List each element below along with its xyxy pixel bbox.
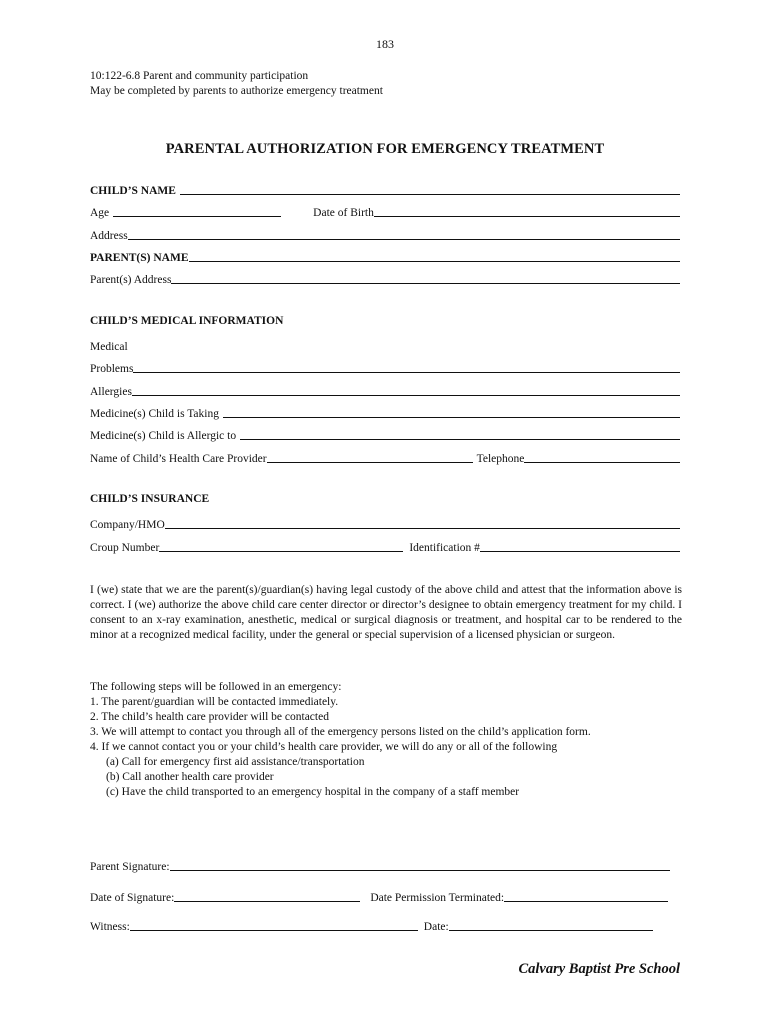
list-item: 4. If we cannot contact you or your child’s health care provider, we will do any or all of the following <box>90 741 558 753</box>
address-label: Address <box>90 230 128 242</box>
list-item: 1. The parent/guardian will be contacted immediately. <box>90 696 339 708</box>
telephone-label: Telephone <box>476 453 525 465</box>
allergies-row <box>90 382 680 398</box>
company-label: Company/HMO <box>90 519 165 531</box>
form-title: PARENTAL AUTHORIZATION FOR EMERGENCY TREATMENT <box>165 141 605 157</box>
provider-field[interactable] <box>267 450 473 463</box>
group-row <box>90 538 680 554</box>
witness-field[interactable] <box>130 918 418 931</box>
age-label: Age <box>90 207 110 219</box>
parent-signature-field[interactable] <box>170 858 670 871</box>
problems-label: Problems <box>90 363 134 375</box>
parent-address-row <box>90 270 680 286</box>
form-instruction: May be completed by parents to authorize emergency treatment <box>90 85 383 97</box>
allergies-field[interactable] <box>132 383 680 396</box>
regulation-reference: 10:122-6.8 Parent and community participation <box>90 70 309 82</box>
witness-row <box>90 917 653 933</box>
date-of-birth-field[interactable] <box>374 204 680 217</box>
provider-label: Name of Child’s Health Care Provider <box>90 453 267 465</box>
identification-label: Identification # <box>409 542 480 554</box>
parent-name-field[interactable] <box>189 249 681 262</box>
parent-address-field[interactable] <box>171 271 680 284</box>
medicine-taking-row <box>90 404 680 420</box>
company-row <box>90 515 680 531</box>
date-row <box>90 888 668 904</box>
list-item: 3. We will attempt to contact you through all of the emergency persons listed on the child’s application form. <box>90 726 591 738</box>
witness-date-label: Date: <box>423 921 449 933</box>
child-name-label: CHILD’S NAME <box>90 185 176 197</box>
telephone-field[interactable] <box>524 450 680 463</box>
parent-name-label: PARENT(S) NAME <box>90 252 189 264</box>
list-subitem: (a) Call for emergency first aid assistance/transportation <box>106 756 365 768</box>
medical-info-heading: CHILD’S MEDICAL INFORMATION <box>90 315 284 327</box>
child-name-row <box>90 181 680 197</box>
page-number: 183 <box>376 37 394 51</box>
medicine-allergic-field[interactable] <box>240 427 680 440</box>
medicine-allergic-row <box>90 426 680 442</box>
date-terminated-label: Date Permission Terminated: <box>370 892 505 904</box>
witness-date-field[interactable] <box>449 918 653 931</box>
parent-signature-label: Parent Signature: <box>90 861 170 873</box>
school-name: Calvary Baptist Pre School <box>518 961 680 977</box>
group-number-field[interactable] <box>159 539 403 552</box>
insurance-heading: CHILD’S INSURANCE <box>90 493 210 505</box>
date-of-signature-field[interactable] <box>174 889 360 902</box>
group-number-label: Croup Number <box>90 542 160 554</box>
witness-label: Witness: <box>90 921 130 933</box>
parent-signature-row <box>90 857 670 873</box>
allergies-label: Allergies <box>90 386 132 398</box>
age-field[interactable] <box>113 204 281 217</box>
emergency-steps <box>90 680 682 800</box>
list-subitem: (b) Call another health care provider <box>106 771 274 783</box>
age-dob-row <box>90 203 680 219</box>
parent-name-row <box>90 248 680 264</box>
medicine-taking-label: Medicine(s) Child is Taking <box>90 408 219 420</box>
steps-intro: The following steps will be followed in an emergency: <box>90 681 342 693</box>
address-field[interactable] <box>128 227 680 240</box>
date-of-birth-label: Date of Birth <box>313 207 374 219</box>
identification-field[interactable] <box>480 539 680 552</box>
medical-row <box>90 337 680 353</box>
list-item: 2. The child’s health care provider will be contacted <box>90 711 329 723</box>
medical-label: Medical <box>90 341 128 353</box>
list-subitem: (c) Have the child transported to an emergency hospital in the company of a staff member <box>106 786 520 798</box>
date-terminated-field[interactable] <box>504 889 668 902</box>
problems-row <box>90 359 680 375</box>
date-of-signature-label: Date of Signature: <box>90 892 175 904</box>
parent-address-label: Parent(s) Address <box>90 274 172 286</box>
provider-row <box>90 449 680 465</box>
company-field[interactable] <box>165 516 680 529</box>
address-row <box>90 226 680 242</box>
problems-field[interactable] <box>133 360 680 373</box>
medicine-taking-field[interactable] <box>223 405 680 418</box>
medicine-allergic-label: Medicine(s) Child is Allergic to <box>90 430 237 442</box>
child-name-field[interactable] <box>180 182 680 195</box>
authorization-statement: I (we) state that we are the parent(s)/guardian(s) having legal custody of the above child and attest that the information above is correct. I (we) authorize the above child care center director or director’s designee to obtain emergency treatment for my child. I consent to an x-ray examination, anesthetic, medical or surgical diagnosis or treatment, and hospital car to be rendered to the minor at a recognized medical facility, under the general or special supervision of a licensed physician or surgeon. <box>90 584 682 641</box>
